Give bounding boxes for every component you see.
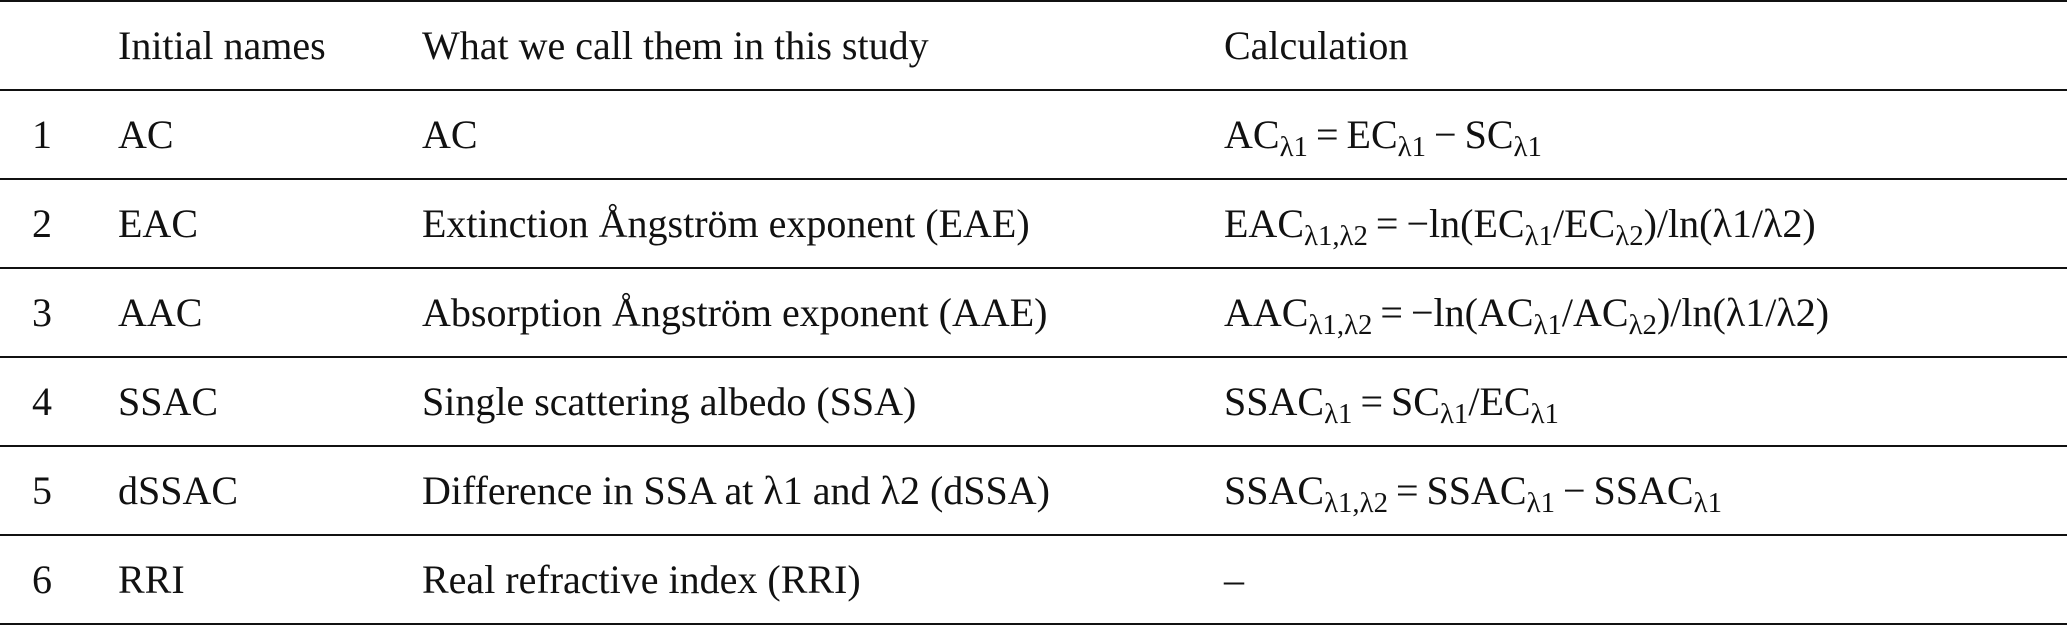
row-index: 4 bbox=[32, 379, 52, 424]
header-initial-names: Initial names bbox=[118, 23, 326, 68]
row-index: 1 bbox=[32, 112, 52, 157]
row-study-name: AC bbox=[422, 112, 478, 157]
row-index: 2 bbox=[32, 201, 52, 246]
header-row bbox=[0, 1, 2067, 90]
table-row bbox=[0, 179, 2067, 268]
row-calculation: $AAC_{\lambda 1,\lambda 2} = -\ln(AC_{\lambda 1}/AC_{\lambda 2})/\ln(\lambda 1/\lambda 2)$ bbox=[1224, 290, 1830, 342]
row-index: 3 bbox=[32, 290, 52, 335]
header-calculation: Calculation bbox=[1224, 23, 1409, 68]
table-row bbox=[0, 357, 2067, 446]
row-initial-name: dSSAC bbox=[118, 468, 239, 513]
header-index bbox=[0, 1, 118, 90]
row-initial-name: AC bbox=[118, 112, 174, 157]
row-calculation: $AC_{\lambda 1} = EC_{\lambda 1} - SC_{\lambda 1}$ bbox=[1224, 112, 1542, 164]
header-study-names: What we call them in this study bbox=[422, 23, 929, 68]
row-calculation: $EAC_{\lambda 1,\lambda 2} = -\ln(EC_{\lambda 1}/EC_{\lambda 2})/\ln(\lambda 1/\lambda 2)$ bbox=[1224, 201, 1816, 253]
row-initial-name: SSAC bbox=[118, 379, 219, 424]
row-calculation: $SSAC_{\lambda 1,\lambda 2}$ = $SSAC_{\lambda 1}$ − $SSAC_{\lambda 1}$ bbox=[1224, 468, 1722, 520]
table-row bbox=[0, 535, 2067, 624]
row-study-name: Single scattering albedo (SSA) bbox=[422, 379, 917, 424]
row-study-name: Extinction Ångström exponent (EAE) bbox=[422, 201, 1030, 246]
row-index: 6 bbox=[32, 557, 52, 602]
row-index: 5 bbox=[32, 468, 52, 513]
table-row bbox=[0, 90, 2067, 179]
table-row bbox=[0, 268, 2067, 357]
row-calculation: – bbox=[1224, 557, 1244, 602]
row-study-name: Real refractive index (RRI) bbox=[422, 557, 861, 602]
row-initial-name: EAC bbox=[118, 201, 198, 246]
row-study-name: Absorption Ångström exponent (AAE) bbox=[422, 290, 1048, 335]
table-row bbox=[0, 446, 2067, 535]
row-study-name: Difference in SSA at λ1 and λ2 (dSSA) bbox=[422, 468, 1050, 513]
row-initial-name: RRI bbox=[118, 557, 185, 602]
row-initial-name: AAC bbox=[118, 290, 203, 335]
row-calculation: $SSAC_{\lambda 1} = SC_{\lambda 1}/EC_{\lambda 1}$ bbox=[1224, 379, 1559, 431]
